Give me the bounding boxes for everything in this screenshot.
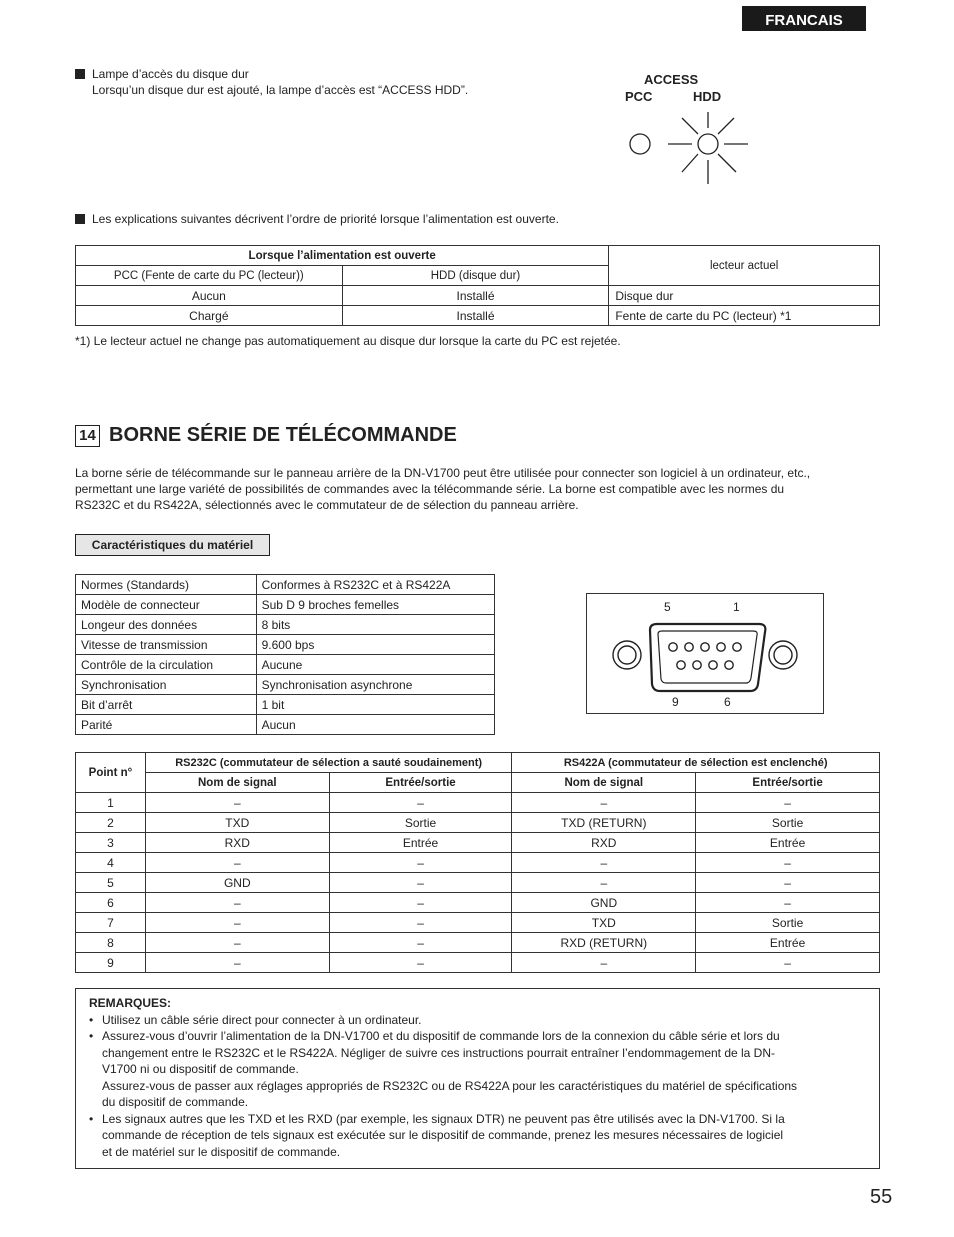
remark-item xyxy=(89,1028,866,1111)
table-cell: – xyxy=(329,933,512,953)
table-cell: 3 xyxy=(76,833,146,853)
paragraph-line: permettant une large variété de possibilités de commandes avec la télécommande série. La borne est compatible avec les normes du xyxy=(75,482,785,496)
table-cell: – xyxy=(145,793,329,813)
table-cell: – xyxy=(145,933,329,953)
table-cell: Sortie xyxy=(696,913,880,933)
table-row xyxy=(76,575,495,595)
pcc-lamp-icon xyxy=(630,134,650,154)
table-cell: – xyxy=(512,953,696,973)
hdd-lamp-text: Lorsqu’un disque dur est ajouté, la lampe d’accès est “ACCESS HDD”. xyxy=(92,83,469,97)
spec-label: Longeur des données xyxy=(76,615,257,635)
remark-line: • Assurez-vous d’ouvrir l’alimentation de la DN-V1700 et du dispositif de commande lors de la connexion du câble série et lors du xyxy=(102,1029,780,1043)
table-cell: Entrée xyxy=(696,933,880,953)
table-cell: – xyxy=(329,793,512,813)
priority-footnote: *1) Le lecteur actuel ne change pas automatiquement au disque dur lorsque la carte du PC est rejetée. xyxy=(75,334,621,348)
page-number: 55 xyxy=(870,1186,893,1208)
remark-line: V1700 ni ou dispositif de commande. xyxy=(102,1062,299,1076)
remarks-list xyxy=(89,1012,866,1161)
table-cell: Sortie xyxy=(696,813,880,833)
priority-current-header: lecteur actuel xyxy=(609,246,880,286)
table-cell: TXD xyxy=(512,913,696,933)
table-row xyxy=(76,913,880,933)
priority-intro xyxy=(75,211,559,227)
hdd-lamp-lit-icon xyxy=(668,112,748,184)
priority-group-header: Lorsque l’alimentation est ouverte xyxy=(76,246,609,266)
square-bullet-icon xyxy=(75,214,85,224)
table-row xyxy=(76,595,495,615)
table-cell: RXD (RETURN) xyxy=(512,933,696,953)
section-paragraph xyxy=(75,465,880,513)
table-cell: Fente de carte du PC (lecteur) *1 xyxy=(609,306,880,326)
spec-label: Modèle de connecteur xyxy=(76,595,257,615)
spec-label: Normes (Standards) xyxy=(76,575,257,595)
rs232c-io-header: Entrée/sortie xyxy=(329,773,512,793)
spec-label: Synchronisation xyxy=(76,675,257,695)
table-cell: – xyxy=(329,873,512,893)
connector-diagram xyxy=(586,593,824,714)
spec-value: 8 bits xyxy=(256,615,494,635)
remark-line: • Utilisez un câble série direct pour connecter à un ordinateur. xyxy=(102,1012,422,1027)
spec-table xyxy=(75,574,495,735)
priority-table xyxy=(75,245,880,326)
table-row xyxy=(76,715,495,735)
table-cell: TXD (RETURN) xyxy=(512,813,696,833)
spec-label: Parité xyxy=(76,715,257,735)
table-cell: Disque dur xyxy=(609,286,880,306)
lamp-diagram xyxy=(620,70,760,190)
pcc-label: PCC xyxy=(625,89,653,104)
table-cell: 1 xyxy=(76,793,146,813)
square-bullet-icon xyxy=(75,69,85,79)
table-cell: GND xyxy=(512,893,696,913)
paragraph-line: RS232C et du RS422A, sélectionnés avec le commutateur de de sélection du panneau arrière. xyxy=(75,498,579,512)
table-cell: – xyxy=(329,913,512,933)
rs422a-io-header: Entrée/sortie xyxy=(696,773,880,793)
remark-line: Assurez-vous de passer aux réglages appropriés de RS232C ou de RS422A pour les caractéristiques du matériel de spécifications xyxy=(102,1078,798,1093)
pin-6-label: 6 xyxy=(724,695,731,709)
db9-connector-icon xyxy=(587,594,823,713)
language-badge: FRANCAIS xyxy=(742,6,866,31)
table-cell: – xyxy=(512,793,696,813)
table-cell: 7 xyxy=(76,913,146,933)
table-row xyxy=(76,853,880,873)
remark-line: changement entre le RS232C et le RS422A. Négliger de suivre ces instructions pourrait entraîner l’endommagement de la DN- xyxy=(102,1045,776,1060)
table-cell: 9 xyxy=(76,953,146,973)
spec-value: Synchronisation asynchrone xyxy=(256,675,494,695)
table-cell: RXD xyxy=(145,833,329,853)
table-row xyxy=(76,286,880,306)
lamp-graphic xyxy=(620,106,760,190)
table-cell: – xyxy=(329,893,512,913)
table-cell: Installé xyxy=(342,306,609,326)
remarks-title: REMARQUES: xyxy=(89,996,172,1010)
hdd-lamp-title: Lampe d’accès du disque dur xyxy=(92,67,249,81)
table-row xyxy=(76,675,495,695)
table-cell: – xyxy=(145,853,329,873)
remark-line: et de matériel sur le dispositif de commande. xyxy=(102,1144,341,1159)
pin-rows xyxy=(76,793,880,973)
section-number: 14 xyxy=(75,425,100,447)
remark-line: du dispositif de commande. xyxy=(102,1095,249,1109)
table-cell: 6 xyxy=(76,893,146,913)
hardware-heading: Caractéristiques du matériel xyxy=(75,534,270,556)
table-cell: Chargé xyxy=(76,306,343,326)
table-cell: – xyxy=(145,953,329,973)
table-cell: 2 xyxy=(76,813,146,833)
table-cell: – xyxy=(145,893,329,913)
table-row xyxy=(76,655,495,675)
paragraph-line: La borne série de télécommande sur le panneau arrière de la DN-V1700 peut être utilisée pour connecter son logiciel à un ordinateur, etc., xyxy=(75,466,811,480)
remark-line: • Les signaux autres que les TXD et les RXD (par exemple, les signaux DTR) ne peuvent pas être utilisés avec la DN-V1700. Si la xyxy=(102,1111,785,1126)
rs232c-group-header: RS232C (commutateur de sélection a sauté soudainement) xyxy=(145,753,511,773)
remarks-box xyxy=(75,988,880,1169)
table-cell: – xyxy=(696,893,880,913)
remark-line: commande de réception de tels signaux est exécutée sur le dispositif de commande, prenez les mesures nécessaires de logiciel xyxy=(102,1128,784,1142)
table-row xyxy=(76,615,495,635)
pin-1-label: 1 xyxy=(733,600,740,614)
table-cell: 4 xyxy=(76,853,146,873)
table-cell: – xyxy=(696,873,880,893)
pin-col-header: Point n° xyxy=(76,753,146,793)
table-row xyxy=(76,306,880,326)
spec-value: Aucune xyxy=(256,655,494,675)
pin-table xyxy=(75,752,880,973)
table-cell: – xyxy=(696,793,880,813)
pin-5-label: 5 xyxy=(664,600,671,614)
rs422a-group-header: RS422A (commutateur de sélection est enclenché) xyxy=(512,753,880,773)
pin-9-label: 9 xyxy=(672,695,679,709)
table-cell: GND xyxy=(145,873,329,893)
table-row xyxy=(76,893,880,913)
table-row xyxy=(76,833,880,853)
remark-item xyxy=(89,1012,866,1029)
rs422a-signal-header: Nom de signal xyxy=(512,773,696,793)
priority-intro-text: Les explications suivantes décrivent l’ordre de priorité lorsque l’alimentation est ouverte. xyxy=(92,212,559,226)
table-row xyxy=(76,695,495,715)
remark-item xyxy=(89,1111,866,1161)
table-cell: – xyxy=(329,953,512,973)
table-cell: – xyxy=(696,853,880,873)
spec-value: Aucun xyxy=(256,715,494,735)
spec-label: Contrôle de la circulation xyxy=(76,655,257,675)
table-cell: 8 xyxy=(76,933,146,953)
table-cell: Installé xyxy=(342,286,609,306)
table-cell: 5 xyxy=(76,873,146,893)
table-cell: Entrée xyxy=(696,833,880,853)
table-row xyxy=(76,793,880,813)
section-title: BORNE SÉRIE DE TÉLÉCOMMANDE xyxy=(109,424,457,446)
table-row xyxy=(76,953,880,973)
table-cell: Entrée xyxy=(329,833,512,853)
table-row xyxy=(76,873,880,893)
spec-value: Conformes à RS232C et à RS422A xyxy=(256,575,494,595)
table-row xyxy=(76,635,495,655)
table-cell: – xyxy=(696,953,880,973)
hdd-label: HDD xyxy=(693,89,722,104)
table-cell: – xyxy=(512,873,696,893)
spec-value: Sub D 9 broches femelles xyxy=(256,595,494,615)
section-heading xyxy=(75,424,457,447)
table-cell: – xyxy=(329,853,512,873)
table-cell: RXD xyxy=(512,833,696,853)
table-cell: – xyxy=(145,913,329,933)
spec-value: 9.600 bps xyxy=(256,635,494,655)
table-cell: TXD xyxy=(145,813,329,833)
table-cell: Aucun xyxy=(76,286,343,306)
table-row xyxy=(76,813,880,833)
priority-pcc-header: PCC (Fente de carte du PC (lecteur)) xyxy=(76,266,343,286)
access-label: ACCESS xyxy=(644,72,699,87)
priority-hdd-header: HDD (disque dur) xyxy=(342,266,609,286)
table-cell: – xyxy=(512,853,696,873)
spec-value: 1 bit xyxy=(256,695,494,715)
spec-label: Bit d’arrêt xyxy=(76,695,257,715)
table-row xyxy=(76,933,880,953)
hdd-lamp-section xyxy=(75,66,468,98)
rs232c-signal-header: Nom de signal xyxy=(145,773,329,793)
table-cell: Sortie xyxy=(329,813,512,833)
spec-label: Vitesse de transmission xyxy=(76,635,257,655)
